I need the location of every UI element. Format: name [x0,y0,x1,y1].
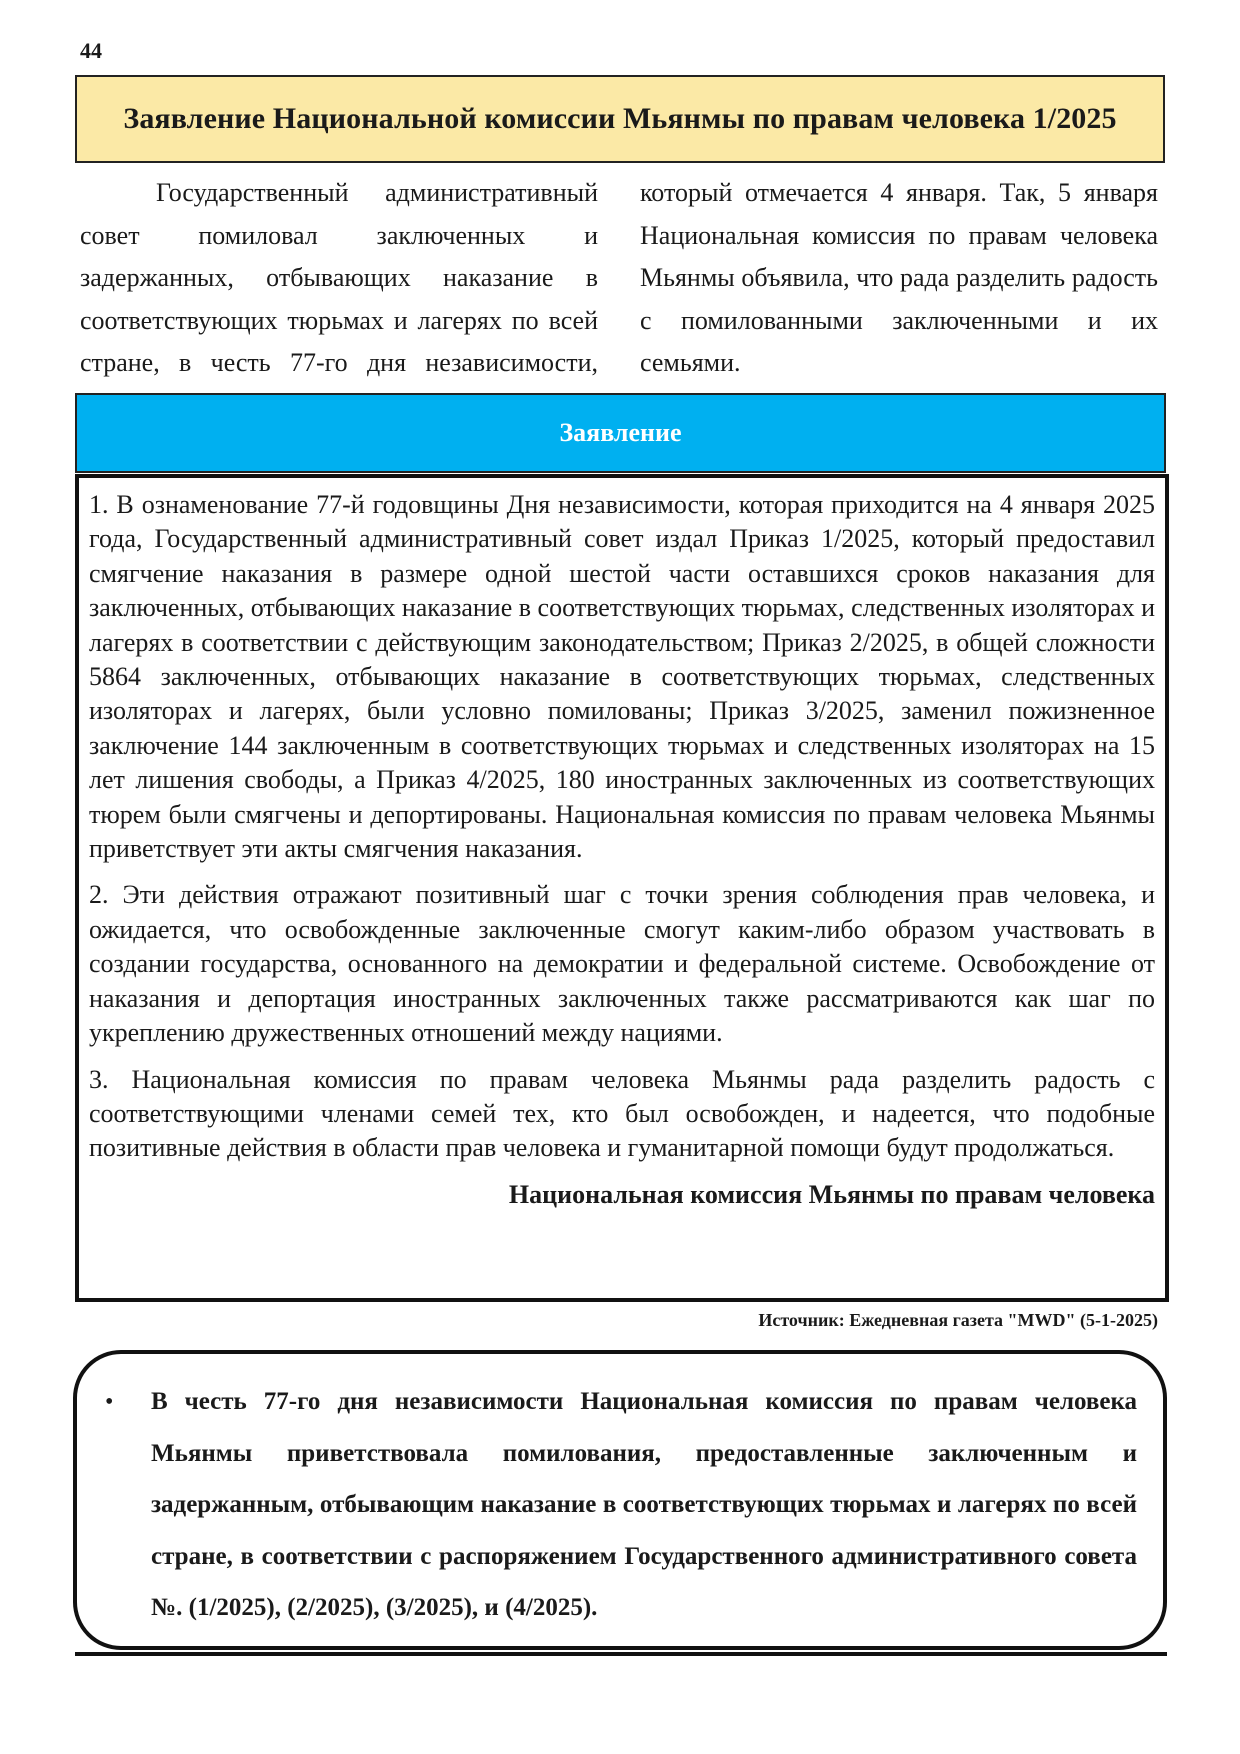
bullet-icon: • [105,1389,114,1415]
summary-box [73,1350,1167,1650]
page-number: 44 [80,38,102,63]
statement-signature: Национальная комиссия Мьянмы по правам человека [508,1179,1155,1209]
intro-paragraph: Государственный административный совет помиловал заключенных и задержанных, отбывающих наказание в соответствующих тюрьмах и лагерях по всей стране, в честь 77-го дня независимости, который отмечается 4 января. Так, 5 января Национальная комиссия по правам человека Мьянмы объявила, что рада разделить радость с помилованными заключенными и их семьями. [80,178,1158,377]
title-banner [75,75,1165,163]
source-citation: Источник: Ежедневная газета "MWD" (5-1-2025) [758,1310,1158,1330]
statement-body [75,474,1169,1302]
summary-text: В честь 77-го дня независимости Национальная комиссия по правам человека Мьянмы приветствовала помилования, предоставленные заключенным и задержанным, отбывающим наказание в соответствующих тюрьмах и лагерях по всей стране, в соответствии с распоряжением Государственного административного совета №. (1/2025), (2/2025), (3/2025), и (4/2025). [151,1388,1137,1621]
intro-text [80,172,1158,387]
statement-paragraph-1: 1. В ознаменование 77-й годовщины Дня независимости, которая приходится на 4 января 2025 года, Государственный административный совет издал Приказ 1/2025, который предоставил смягчение наказания в размере одной шестой части оставшихся сроков наказания для заключенных, отбывающих наказание в соответствующих тюрьмах, следственных изоляторах и лагерях в соответствии с действующим законодательством; Приказ 2/2025, в общей сложности 5864 заключенных, отбывающих наказание в соответствующих тюрьмах, следственных изоляторах и лагерях, были условно помилованы; Приказ 3/2025, заменил пожизненное заключение 144 заключенным в соответствующих тюрьмах и следственных изоляторах на 15 лет лишения свободы, а Приказ 4/2025, 180 иностранных заключенных из соответствующих тюрем были смягчены и депортированы. Национальная комиссия по правам человека Мьянмы приветствует эти акты смягчения наказания. [89,490,1155,864]
statement-header [75,393,1166,473]
page-title: Заявление Национальной комиссии Мьянмы по правам человека 1/2025 [123,102,1117,135]
statement-header-label: Заявление [559,418,682,447]
statement-paragraph-2: 2. Эти действия отражают позитивный шаг с точки зрения соблюдения прав человека, и ожидается, что освобожденные заключенные смогут каким-либо образом участвовать в создании государства, основанного на демократии и федеральной системе. Освобождение от наказания и депортация иностранных заключенных также рассматриваются как шаг по укреплению дружественных отношений между нациями. [89,880,1155,1048]
bottom-divider [75,1652,1167,1656]
statement-paragraph-3: 3. Национальная комиссия по правам человека Мьянмы рада разделить радость с соответствующими членами семей тех, кто был освобожден, и надеется, что подобные позитивные действия в области прав человека и гуманитарной помощи будут продолжаться. [89,1064,1155,1163]
summary-list-item [105,1376,1137,1634]
